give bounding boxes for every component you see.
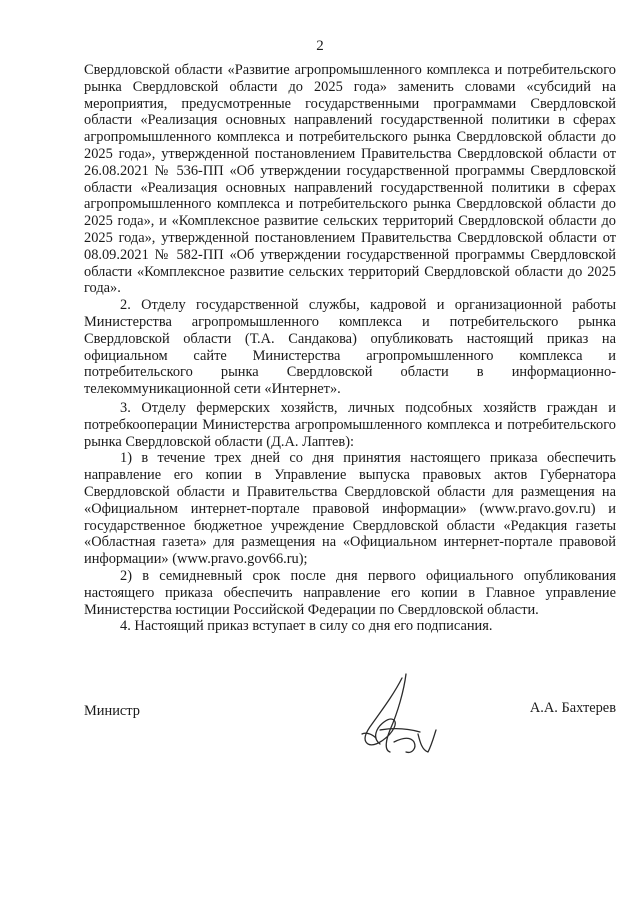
item-2: 2. Отделу государственной службы, кадровой и организационной работы Министерства агропромышленного комплекса и потребительского рынка Свердловской области (Т.А. Сандакова) опубликовать настоящий приказ на официальном сайте Министерства агропромышленного комплекса и потребительского рынка Свердловской области в информационно-телекоммуникационной сети «Интернет». bbox=[84, 297, 616, 398]
signatory-name: А.А. Бахтерев bbox=[529, 700, 616, 716]
page-number: 2 bbox=[316, 38, 324, 54]
item-3-2: 2) в семидневный срок после дня первого официального опубликования настоящего приказа обеспечить направление его копии в Главное управление Министерства юстиции Российской Федерации по Свердловской области. bbox=[84, 567, 616, 618]
item-4: 4. Настоящий приказ вступает в силу со дня его подписания. bbox=[120, 618, 493, 635]
signature-block bbox=[84, 700, 616, 780]
paragraph-continuation: Свердловской области «Развитие агропромышленного комплекса и потребительского рынка Свердловской области до 2025 года» заменить словами «субсидий на мероприятия, предусмотренные государственными программами Свердловской области «Реализация основных направлений государственной политики в сферах агропромышленного комплекса и потребительского рынка Свердловской области до 2025 года», утвержденной постановлением Правительства Свердловской области от 26.08.2021 № 536-ПП «Об утверждении государственной программы Свердловской области «Реализация основных направлений государственной политики в сферах агропромышленного комплекса и потребительского рынка Свердловской области до 2025 года», и «Комплексное развитие сельских территорий Свердловской области до 2025 года», утвержденной постановлением Правительства Свердловской области от 08.09.2021 № 582-ПП «Об утверждении государственной программы Свердловской области «Комплексное развитие сельских территорий Свердловской области до 2025 года». bbox=[84, 62, 616, 297]
signatory-title: Министр bbox=[84, 703, 140, 719]
handwritten-signature bbox=[332, 672, 462, 762]
item-3: 3. Отделу фермерских хозяйств, личных подсобных хозяйств граждан и потребкооперации Министерства агропромышленного комплекса и потребительского рынка Свердловской области (Д.А. Лаптев): bbox=[84, 399, 616, 450]
item-3-1: 1) в течение трех дней со дня принятия настоящего приказа обеспечить направление его копии в Управление выпуска правовых актов Губернатора Свердловской области и Правительства Свердловской области для размещения на «Официальном интернет-портале правовой информации» (www.pravo.gov.ru) и государственное бюджетное учреждение Свердловской области «Редакция газеты «Областная газета» для размещения на «Официальном интернет-портале правовой информации» (www.pravo.gov66.ru); bbox=[84, 450, 616, 568]
document-body bbox=[84, 62, 616, 635]
